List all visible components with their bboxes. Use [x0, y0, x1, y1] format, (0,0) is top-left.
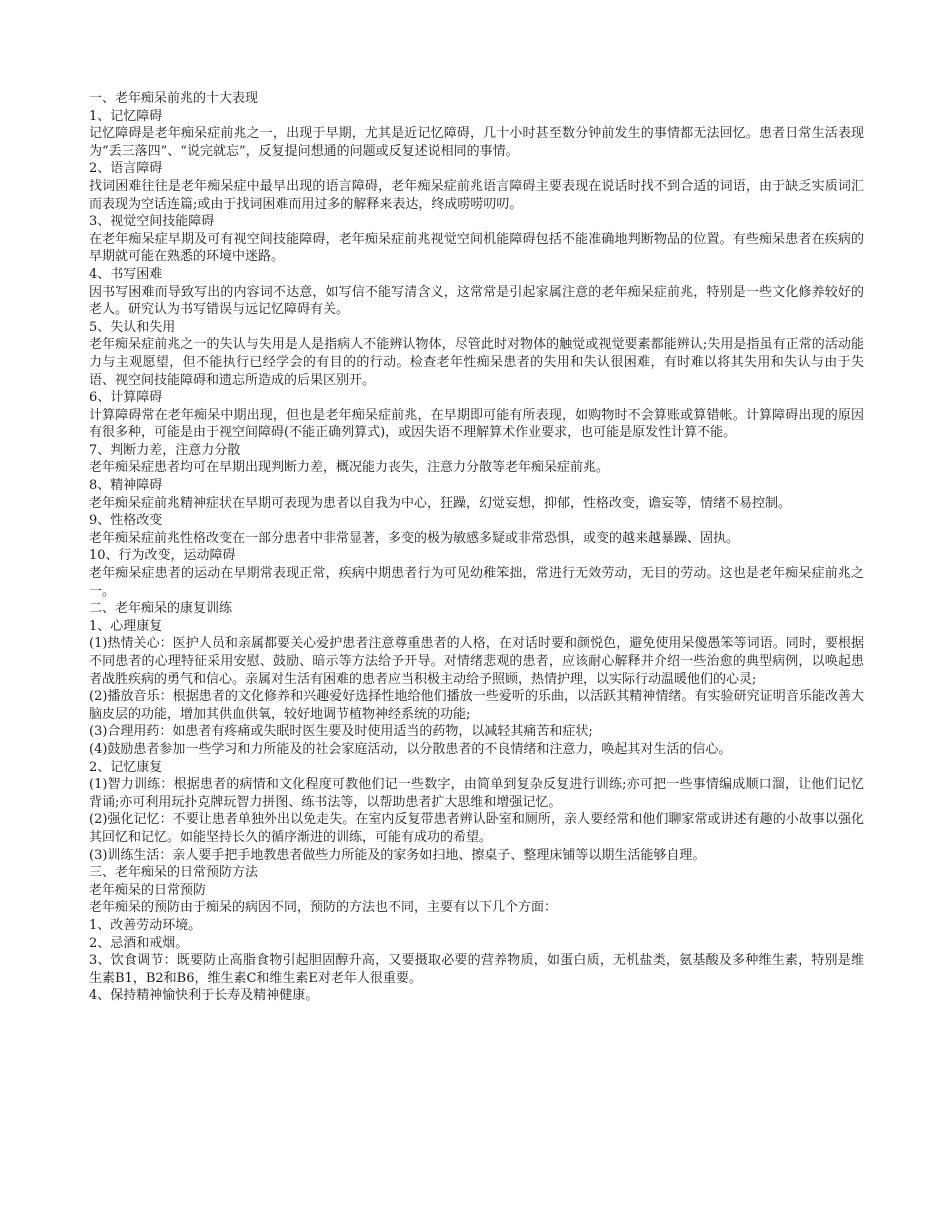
- section-heading-2: 二、老年痴呆的康复训练: [89, 601, 233, 617]
- document-body: [89, 90, 864, 1005]
- list-item: 4、保持精神愉快利于长寿及精神健康。: [89, 988, 319, 1004]
- paragraph: (3)合理用药：如患者有疼痛或失眠时医生要及时使用适当的药物，以减轻其痛苦和症状;: [89, 724, 593, 740]
- subheading-behavior-change: 10、行为改变，运动障碍: [89, 548, 236, 564]
- paragraph: 老年痴呆症前兆性格改变在一部分患者中非常显著，多变的极为敏感多疑或非常恐惧，或变的越来越暴躁、固执。: [89, 530, 740, 546]
- subheading-calculation-disorder: 6、计算障碍: [89, 390, 163, 406]
- paragraph: 在老年痴呆症早期及可有视空间技能障碍，老年痴呆症前兆视觉空间机能障碍包括不能准确地判断物品的位置。有些痴呆患者在疾病的早期就可能在熟悉的环境中迷路。: [89, 231, 864, 265]
- paragraph: (1)智力训练：根据患者的病情和文化程度可教他们记一些数字，由简单到复杂反复进行训练;亦可把一些事情编成顺口溜，让他们记忆背诵;亦可利用玩扑克牌玩智力拼图、练书法等，以帮助患者扩大思维和增强记忆。: [89, 777, 864, 810]
- paragraph: 老年痴呆症患者的运动在早期常表现正常，疾病中期患者行为可见幼稚笨拙，常进行无效劳动，无目的劳动。这也是老年痴呆症前兆之一。: [89, 566, 864, 599]
- subheading-personality-change: 9、性格改变: [89, 513, 163, 529]
- paragraph: 老年痴呆症患者均可在早期出现判断力差，概况能力丧失，注意力分散等老年痴呆症前兆。: [89, 460, 610, 476]
- paragraph: (3)训练生活：亲人要手把手地教患者做些力所能及的家务如扫地、擦桌子、整理床铺等以期生活能够自理。: [89, 847, 706, 863]
- paragraph: 因书写困难而导致写出的内容词不达意，如写信不能写清含义，这常常是引起家属注意的老年痴呆症前兆，特别是一些文化修养较好的老人。研究认为书写错误与远记忆障碍有关。: [89, 284, 864, 318]
- subheading-memory-disorder: 1、记忆障碍: [89, 108, 163, 124]
- list-item: 3、饮食调节：既要防止高脂食物引起胆固醇升高，又要摄取必要的营养物质，如蛋白质，无机盐类，氨基酸及多种维生素，特别是维生素B1，B2和B6，维生素C和维生素E对老年人很重要。: [89, 953, 864, 986]
- paragraph: 记忆障碍是老年痴呆症前兆之一，出现于早期，尤其是近记忆障碍，几十小时甚至数分钟前发生的事情都无法回忆。患者日常生活表现为“丢三落四”、“说完就忘”，反复提问想通的问题或反复述说相同的事情。: [89, 126, 864, 159]
- section-heading-3: 三、老年痴呆的日常预防方法: [89, 865, 259, 881]
- paragraph: 老年痴呆的预防由于痴呆的病因不同，预防的方法也不同，主要有以下几个方面：: [89, 900, 558, 916]
- paragraph: (4)鼓励患者参加一些学习和力所能及的社会家庭活动，以分散患者的不良情绪和注意力，唤起其对生活的信心。: [89, 741, 732, 757]
- list-item: 2、忌酒和戒烟。: [89, 935, 189, 951]
- subheading-mental-disorder: 8、精神障碍: [89, 478, 163, 494]
- list-item: 1、改善劳动环境。: [89, 917, 202, 933]
- paragraph: 找词困难往往是老年痴呆症中最早出现的语言障碍，老年痴呆症前兆语言障碍主要表现在说话时找不到合适的词语，由于缺乏实质词汇而表现为空话连篇;或由于找词困难而用过多的解释来表达，终成唠唠叨叨。: [89, 178, 864, 212]
- section-heading-1: 一、老年痴呆前兆的十大表现: [89, 91, 259, 106]
- subheading-judgment: 7、判断力差，注意力分散: [89, 442, 241, 458]
- subheading-agnosia-apraxia: 5、失认和失用: [89, 319, 176, 335]
- subheading-language-disorder: 2、语言障碍: [89, 161, 163, 177]
- paragraph: 计算障碍常在老年痴呆中期出现，但也是老年痴呆症前兆，在早期即可能有所表现，如购物时不会算账或算错帐。计算障碍出现的原因有很多种，可能是由于视空间障碍(不能正确列算式)，或因失语不理解算术作业要求，也可能是原发性计算不能。: [89, 407, 864, 441]
- paragraph: 老年痴呆症前兆精神症状在早期可表现为患者以自我为中心，狂躁，幻觉妄想，抑郁，性格改变，谵妄等，情绪不易控制。: [89, 495, 792, 511]
- subheading-writing-difficulty: 4、书写困难: [89, 266, 163, 282]
- paragraph: 老年痴呆症前兆之一的失认与失用是人是指病人不能辨认物体，尽管此时对物体的触觉或视觉要素都能辨认;失用是指虽有正常的活动能力与主观愿望，但不能执行已经学会的有目的的行动。检查老年性痴呆患者的失用和失认很困难，有时难以将其失用和失认与由于失语、视空间技能障碍和遗忘所造成的后果区别开。: [89, 337, 864, 388]
- subheading-visuospatial-disorder: 3、视觉空间技能障碍: [89, 214, 215, 230]
- subheading-daily-prevention: 老年痴呆的日常预防: [89, 882, 207, 898]
- paragraph: (2)播放音乐：根据患者的文化修养和兴趣爱好选择性地给他们播放一些爱听的乐曲，以活跃其精神情绪。有实验研究证明音乐能改善大脑皮层的功能，增加其供血供氧，较好地调节植物神经系统的功能;: [89, 689, 864, 722]
- subheading-psych-rehab: 1、心理康复: [89, 618, 163, 634]
- paragraph: (2)强化记忆：不要让患者单独外出以免走失。在室内反复带患者辨认卧室和厕所，亲人要经常和他们聊家常或讲述有趣的小故事以强化其回忆和记忆。如能坚持长久的循序渐进的训练，可能有成功的希望。: [89, 812, 864, 845]
- subheading-memory-rehab: 2、记忆康复: [89, 759, 163, 775]
- paragraph: (1)热情关心：医护人员和亲属都要关心爱护患者注意尊重患者的人格，在对话时要和颜悦色，避免使用呆傻愚笨等词语。同时，要根据不同患者的心理特征采用安慰、鼓励、暗示等方法给予开导。对情绪悲观的患者，应该耐心解释并介绍一些治愈的典型病例，以唤起患者战胜疾病的勇气和信心。亲属对生活有困难的患者应当积极主动给予照顾，热情护理，以实际行动温暖他们的心灵;: [89, 636, 864, 687]
